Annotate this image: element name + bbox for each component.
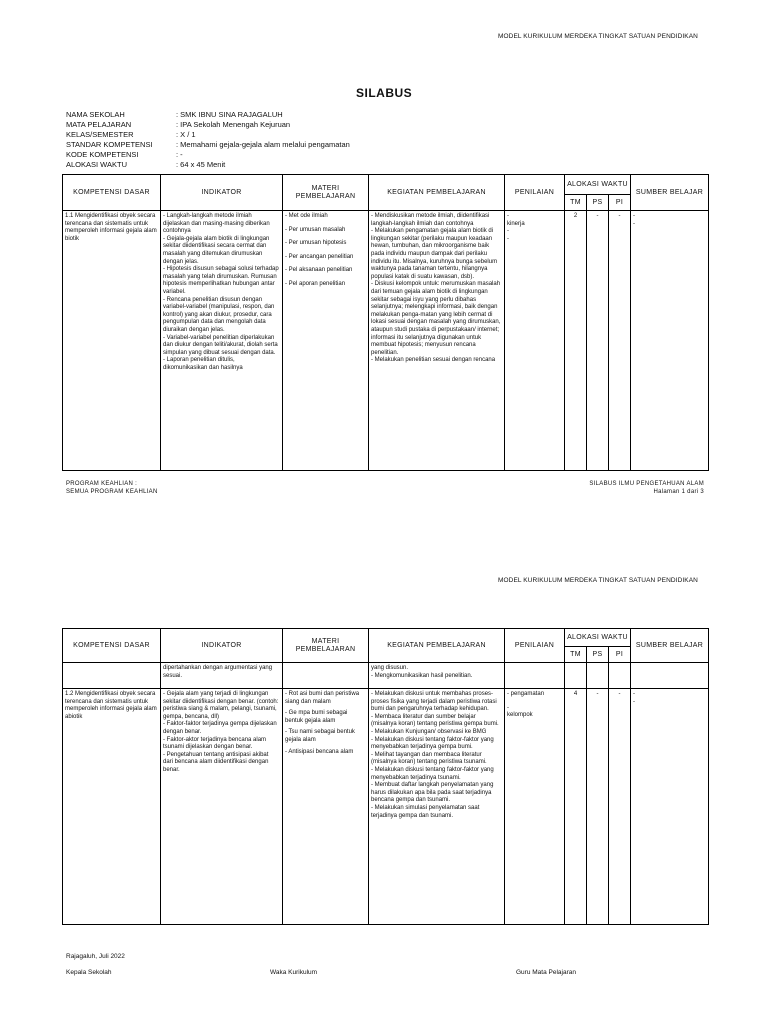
list-item: - Faktor-aktor terjadinya bencana alam tsunami dijelaskan dengan benar. — [163, 736, 267, 751]
list-item: - Per ancangan penelitian — [285, 253, 354, 260]
list-item: - Per umusan hipotesis — [285, 240, 347, 247]
syllabus-table-page1 — [62, 174, 709, 471]
indikator-cell: dipertahankan dengan argumentasi yang sesuai. — [161, 663, 283, 689]
ps-cell: - — [587, 689, 609, 925]
info-value: : 64 x 45 Menit — [176, 160, 226, 169]
info-value: : IPA Sekolah Menengah Kejuruan — [176, 120, 291, 129]
col-kompetensi-dasar: KOMPETENSI DASAR — [63, 629, 161, 663]
table-row — [63, 663, 709, 689]
list-item: - Pel aksanaan penelitian — [285, 267, 353, 274]
list-item: - Diskusi kelompok untuk: merumuskan masalah dari temuan gejala alam biotik di lingkungan sekitar sebagai isyu yang perlu dibahas selanjutnya; melengkapi informasi, baik dengan melakukan penga-matan yang lebih cermat di lokasi sesuai dengan masalah yang dirumuskan, ataupun studi pustaka di perpustakaan/ internet; informasi itu selanjutnya digunakan untuk membuat hipotesis; menyusun rencana penelitian. — [371, 281, 501, 356]
list-item: - Rot asi bumi dan peristiwa siang dan malam — [285, 691, 360, 705]
col-sumber-belajar: SUMBER BELAJAR — [631, 629, 709, 663]
col-indikator: INDIKATOR — [161, 175, 283, 211]
col-ps: PS — [587, 647, 609, 663]
list-item: - Membaca literatur dan sumber belajar (misalnya koran) tentang peristiwa gempa bumi. — [371, 713, 499, 728]
sumber-cell — [631, 663, 709, 689]
col-penilaian: PENILAIAN — [505, 175, 565, 211]
list-item: - — [507, 235, 509, 242]
list-item: - Melakukan diskusi tentang faktor-faktor yang menyebabkan terjadinya tsunami. — [371, 766, 494, 781]
list-item: - Antisipasi bencana alam — [285, 748, 354, 755]
list-item: - Pel aporan penelitian — [285, 280, 346, 287]
list-item: - Rencana penelitian disusun dengan variabel-variabel (manipulasi, respon, dan kontrol) yang akan diukur, prosedur, cara pengumpulan data dan mengolah data diuraikan dengan jelas. — [163, 296, 275, 333]
list-item: - — [633, 698, 635, 705]
ps-cell — [587, 663, 609, 689]
list-item: - — [633, 213, 635, 219]
list-item: - Melakukan simulasi penyelamatan saat terjadinya gempa dan tsunami. — [371, 804, 480, 819]
list-item: kelompok — [507, 712, 533, 719]
table-row — [63, 689, 709, 925]
list-item: - Mendiskusikan metode ilmiah, diidentifikasi langkah-langkah ilmiah dan contohnya — [371, 213, 490, 227]
table-row — [63, 211, 709, 471]
footer-doc-title: SILABUS ILMU PENGETAHUAN ALAM — [589, 481, 704, 487]
info-label: MATA PELAJARAN — [66, 120, 132, 129]
col-indikator: INDIKATOR — [161, 629, 283, 663]
footer-program-label: PROGRAM KEAHLIAN : — [66, 481, 138, 487]
list-item: - Met ode ilmiah — [285, 213, 328, 219]
col-pi: PI — [609, 647, 631, 663]
list-item: kinerja — [507, 220, 525, 227]
page-header: MODEL KURIKULUM MERDEKA TINGKAT SATUAN PENDIDIKAN — [498, 577, 698, 584]
list-item: - Melakukan Kunjungan/ observasi ke BMG — [371, 728, 487, 735]
info-label: NAMA SEKOLAH — [66, 110, 125, 119]
page-title: SILABUS — [356, 86, 413, 100]
col-tm: TM — [565, 195, 587, 211]
col-sumber-belajar: SUMBER BELAJAR — [631, 175, 709, 211]
info-value: : - — [176, 150, 183, 159]
col-kegiatan: KEGIATAN PEMBELAJARAN — [369, 175, 505, 211]
list-item: - Tsu nami sebagai bentuk gejala alam — [285, 729, 355, 743]
col-materi: MATERI PEMBELAJARAN — [283, 175, 369, 211]
list-item: - Pengetahuan tentang antisipasi akibat dari bencana alam diidentifikasi dengan benar. — [163, 751, 269, 773]
info-value: : X / 1 — [176, 130, 196, 139]
signature-place-date: Rajagaluh, Juli 2022 — [66, 953, 125, 960]
list-item: - Membuat daftar langkah penyelamatan yang harus dilakukan apa bila pada saat terjadinya bencana gempa dan tsunami. — [371, 782, 494, 804]
info-value: : SMK IBNU SINA RAJAGALUH — [176, 110, 283, 119]
list-item: - Faktor-faktor terjadinya gempa dijelaskan dengan benar. — [163, 721, 277, 735]
list-item: yang disusun. — [371, 665, 409, 671]
col-ps: PS — [587, 195, 609, 211]
kegiatan-cell — [369, 689, 505, 925]
kd-cell — [63, 663, 161, 689]
materi-cell — [283, 689, 369, 925]
ps-cell: - — [587, 211, 609, 471]
indikator-cell — [161, 211, 283, 471]
col-kompetensi-dasar: KOMPETENSI DASAR — [63, 175, 161, 211]
list-item: - — [507, 228, 509, 235]
info-row — [66, 150, 706, 160]
info-row — [66, 160, 706, 170]
kegiatan-cell — [369, 663, 505, 689]
list-item: - — [507, 704, 509, 711]
tm-cell — [565, 663, 587, 689]
col-kegiatan: KEGIATAN PEMBELAJARAN — [369, 629, 505, 663]
info-row — [66, 120, 706, 130]
signature-guru: Guru Mata Pelajaran — [516, 969, 576, 976]
col-alokasi-waktu: ALOKASI WAKTU — [565, 629, 631, 647]
signature-waka-kurikulum: Waka Kurikulum — [270, 969, 318, 976]
col-alokasi-waktu: ALOKASI WAKTU — [565, 175, 631, 195]
list-item: - Melihat tayangan dan membaca literatur (misalnya koran) tentang peristiwa tsunami. — [371, 751, 487, 766]
list-item: - Ge mpa bumi sebagai bentuk gejala alam — [285, 710, 348, 724]
list-item: - Melakukan penelitian sesuai dengan rencana — [371, 357, 496, 364]
list-item: - pengamatan — [507, 691, 545, 697]
list-item: - Laporan penelitian ditulis, dikomunikasikan dan hasilnya — [163, 357, 243, 371]
list-item: - — [507, 213, 509, 219]
list-item: - Melakukan pengamatan gejala alam biotik di lingkungan sekitar (perilaku maupun keadaan hewan, tumbuhan, dan mikroorganisme baik pada individu maupun dampak dari perilaku individu itu. Misalnya, kuruhnya bunga sebelum waktunya pada tanaman tertentu, hilangnya populasi katak di suatu kawasan, dsb). — [371, 228, 498, 280]
col-pi: PI — [609, 195, 631, 211]
list-item: - Langkah-langkah metode ilmiah dijelaskan dan masing-masing diberikan contohnya — [163, 213, 270, 235]
penilaian-cell — [505, 211, 565, 471]
info-label: KODE KOMPETENSI — [66, 150, 139, 159]
indikator-cell — [161, 689, 283, 925]
info-value: : Memahami gejala-gejala alam melalui pengamatan — [176, 140, 350, 149]
page-header: MODEL KURIKULUM MERDEKA TINGKAT SATUAN PENDIDIKAN — [498, 33, 698, 40]
signature-kepala-sekolah: Kepala Sekolah — [66, 969, 112, 976]
info-row — [66, 130, 706, 140]
list-item: - Per umusan masalah — [285, 226, 346, 233]
pi-cell: - — [609, 689, 631, 925]
col-materi: MATERI PEMBELAJARAN — [283, 629, 369, 663]
kd-cell: 1.2 Mengidentifikasi obyek secara terencana dan sistematis untuk memperoleh informasi gejala alam abiotik — [63, 689, 161, 925]
penilaian-cell — [505, 663, 565, 689]
col-penilaian: PENILAIAN — [505, 629, 565, 663]
footer-page-number: Halaman 1 dari 3 — [653, 489, 704, 495]
list-item: - Gejala-gejala alam biotik di lingkungan sekitar diidentifikasi secara cermat dan masalah yang ditemukan dirumuskan dengan jelas. — [163, 235, 270, 265]
sumber-cell — [631, 211, 709, 471]
footer-program-value: SEMUA PROGRAM KEAHLIAN — [66, 489, 158, 495]
info-row — [66, 140, 706, 150]
syllabus-table-page2 — [62, 628, 709, 925]
kd-cell: 1.1 Mengidentifikasi obyek secara terencana dan sistematis untuk memperoleh informasi gejala alam biotik — [63, 211, 161, 471]
list-item: - Hipotesis disusun sebagai solusi terhadap masalah yang telah dirumuskan. Rumusan hipotesis memperlihatkan hubungan antar variabel. — [163, 266, 279, 295]
school-info — [66, 110, 706, 172]
penilaian-cell — [505, 689, 565, 925]
kegiatan-cell — [369, 211, 505, 471]
pi-cell: - — [609, 211, 631, 471]
list-item: - Variabel-variabel penelitian diperlakukan dan diukur dengan teliti/akurat, diolah serta simpulan yang dibuat sesuai dengan data. — [163, 334, 278, 356]
list-item: - Mengkomunikasikan hasil penelitian. — [371, 672, 473, 679]
col-tm: TM — [565, 647, 587, 663]
pi-cell — [609, 663, 631, 689]
tm-cell: 2 — [565, 211, 587, 471]
list-item: - — [633, 220, 635, 227]
materi-cell — [283, 663, 369, 689]
list-item: - Melakukan diskusi tentang faktor-faktor yang menyebabkan terjadinya gempa bumi. — [371, 736, 494, 751]
materi-cell — [283, 211, 369, 471]
info-label: ALOKASI WAKTU — [66, 160, 127, 169]
list-item: - — [633, 691, 635, 697]
list-item: - Melakukan diskusi untuk membahas proses-proses fisika yang terjadi dalam peristiwa rotasi bumi dan pengaruhnya terhadap kehidupan. — [371, 691, 497, 713]
list-item: - Gejala alam yang terjadi di lingkungan sekitar diidentifikasi dengan benar. (contoh: peristiwa siang & malam, pelangi, tsunami, gempa, bencana, dll) — [163, 691, 279, 720]
sumber-cell — [631, 689, 709, 925]
info-label: STANDAR KOMPETENSI — [66, 140, 153, 149]
info-label: KELAS/SEMESTER — [66, 130, 134, 139]
info-row — [66, 110, 706, 120]
tm-cell: 4 — [565, 689, 587, 925]
